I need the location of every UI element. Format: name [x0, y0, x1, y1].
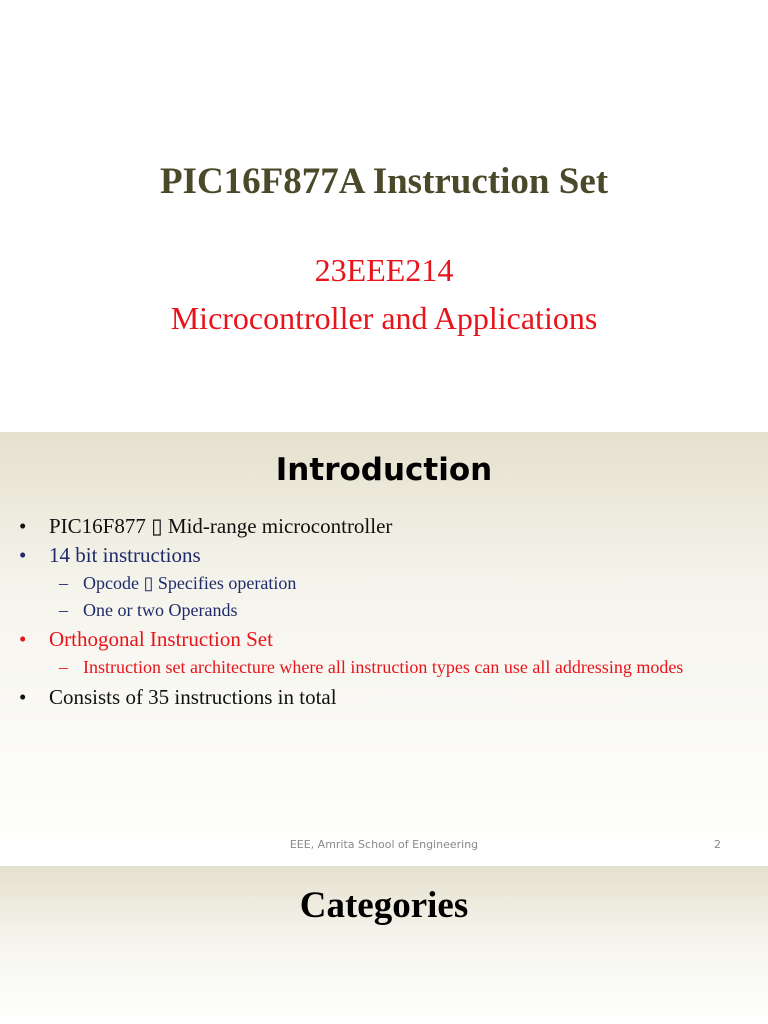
bullet-text: Opcode ▯ Specifies operation [83, 573, 297, 593]
sub-bullet-item [59, 657, 684, 678]
course-code: 23EEE214 [314, 252, 454, 288]
bullet-text: One or two Operands [83, 600, 238, 620]
bullet-item [19, 627, 273, 652]
bullet-marker: • [19, 685, 27, 709]
title-slide [0, 0, 768, 432]
sub-bullet-item [59, 573, 297, 594]
sub-bullet-item [59, 600, 238, 621]
dash-marker: – [59, 600, 68, 620]
bullet-text: Instruction set architecture where all instruction types can use all addressing modes [83, 657, 684, 677]
bullet-marker: • [19, 514, 27, 538]
slide-footer: EEE, Amrita School of Engineering [289, 838, 479, 851]
bullet-text: Consists of 35 instructions in total [49, 685, 337, 709]
page-number: 2 [714, 838, 721, 851]
bullet-item [19, 543, 201, 568]
bullet-item [19, 685, 337, 710]
bullet-marker: • [19, 627, 27, 651]
categories-slide [0, 866, 768, 1024]
bullet-item [19, 514, 393, 539]
bullet-text: Orthogonal Instruction Set [49, 627, 273, 651]
dash-marker: – [59, 573, 68, 593]
bullet-text: 14 bit instructions [49, 543, 201, 567]
presentation-title: PIC16F877A Instruction Set [159, 161, 609, 202]
slide-title: Categories [299, 885, 469, 926]
bullet-text: PIC16F877 ▯ Mid-range microcontroller [49, 514, 393, 538]
introduction-slide [0, 432, 768, 866]
slide-title: Introduction [275, 452, 493, 488]
course-name: Microcontroller and Applications [170, 300, 598, 336]
bullet-marker: • [19, 543, 27, 567]
dash-marker: – [59, 657, 68, 677]
